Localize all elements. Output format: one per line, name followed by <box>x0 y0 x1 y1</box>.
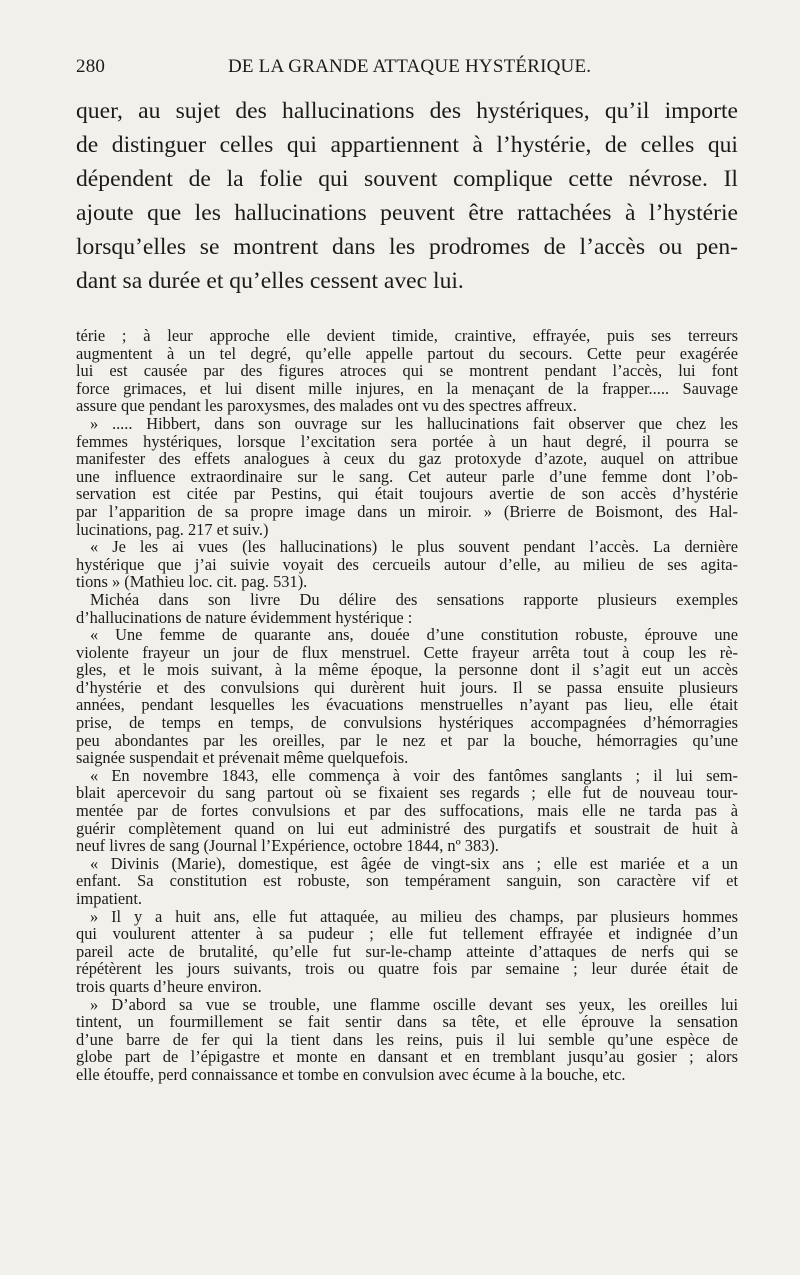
lower-text-line: » ..... Hibbert, dans son ouvrage sur les hallucinations fait observer que chez les <box>90 413 738 433</box>
lower-text-line: une influence extraordinaire sur le sang. Cet auteur parle d’une femme dont l’ob- <box>76 466 738 486</box>
lower-text-line: lucinations, pag. 217 et suiv.) <box>76 519 269 539</box>
lower-text-line: » Il y a huit ans, elle fut attaquée, au milieu des champs, par plusieurs hommes <box>90 906 738 926</box>
lower-text-line: manifester des effets analogues à ceux du gaz protoxyde d’azote, auquel on attribue <box>76 449 738 469</box>
lower-text-line: elle étouffe, perd connaissance et tombe en convulsion avec écume à la bouche, etc. <box>76 1064 626 1084</box>
lower-text-line: violente frayeur un jour de flux menstruel. Cette frayeur arrêta tout à coup les rè- <box>76 642 738 662</box>
lower-text-line: qui voulurent attenter à sa pudeur ; elle fut tellement effrayée et indignée d’un <box>76 924 738 944</box>
lower-text-line: blait apercevoir du sang partout où se fixaient ses regards ; elle fut de nouveau tour- <box>76 783 738 803</box>
lower-text-line: « En novembre 1843, elle commença à voir des fantômes sanglants ; il lui sem- <box>90 765 738 785</box>
lower-text-line: impatient. <box>76 889 143 908</box>
lower-text-line: années, pendant lesquelles les évacuations menstruelles n’ayant pas lieu, elle était <box>76 695 738 715</box>
lower-text-line: gles, et le mois suivant, à la même époque, la personne dont il s’agit eut un accès <box>76 660 738 680</box>
lower-text-line: femmes hystériques, lorsque l’excitation sera portée à un haut degré, il pourra se <box>76 431 738 451</box>
page-header <box>76 56 736 84</box>
upper-text-line: ajoute que les hallucinations peuvent être rattachées à l’hystérie <box>76 200 738 226</box>
lower-text-line: lui est causée par des figures atroces qui se montrent pendant l’accès, lui font <box>76 361 738 381</box>
lower-text-line: térie ; à leur approche elle devient timide, craintive, effrayée, puis ses terreurs <box>76 326 738 345</box>
upper-text-line: dant sa durée et qu’elles cessent avec lui. <box>76 268 464 294</box>
lower-text-line: d’hallucinations de nature évidemment hystérique : <box>76 607 413 627</box>
lower-text-line: mentée par de fortes convulsions et par des suffocations, mais elle ne tarda pas à <box>76 801 738 821</box>
lower-text-line: globe part de l’épigastre et monte en dansant et en tremblant jusqu’au gosier ; alors <box>76 1047 738 1067</box>
lower-text-line: prise, de temps en temps, de convulsions hystériques accompagnées d’hémorragies <box>76 713 738 733</box>
lower-text-line: » D’abord sa vue se trouble, une flamme oscille devant ses yeux, les oreilles lui <box>90 994 738 1014</box>
lower-text-line: « Divinis (Marie), domestique, est âgée de vingt-six ans ; elle est mariée et a un <box>90 853 738 873</box>
lower-text-line: d’une barre de fer qui la tient dans les reins, puis il lui semble qu’une espèce de <box>76 1029 738 1049</box>
lower-text-line: tintent, un fourmillement se fait sentir dans sa tête, et elle éprouve la sensation <box>76 1012 738 1032</box>
lower-text-line: hystérique que j’ai suivie voyait des cercueils autour d’elle, au milieu de ses agita- <box>76 554 738 574</box>
lower-quotation-block <box>76 327 738 1084</box>
lower-text-line: pareil acte de brutalité, qu’elle fut sur-le-champ atteinte d’attaques de nerfs qui se <box>76 941 738 961</box>
lower-text-line: servation est citée par Pestins, qui était toujours avertie de son accès d’hystérie <box>76 484 738 504</box>
lower-text-line: Michéa dans son livre Du délire des sensations rapporte plusieurs exemples <box>90 589 738 609</box>
upper-text-line: de distinguer celles qui appartiennent à l’hystérie, de celles qui <box>76 132 738 158</box>
lower-text-line: assure que pendant les paroxysmes, des malades ont vu des spectres affreux. <box>76 396 577 416</box>
lower-text-line: par l’apparition de sa propre image dans un miroir. » (Brierre de Boismont, des Hal- <box>76 501 738 521</box>
page-number: 280 <box>76 56 106 77</box>
lower-text-line: « Je les ai vues (les hallucinations) le plus souvent pendant l’accès. La dernière <box>90 537 738 557</box>
lower-text-line: d’hystérie et des convulsions qui durèrent huit jours. Il se passa ensuite plusieurs <box>76 677 738 697</box>
lower-text-line: peu abondantes par les oreilles, par le nez et par la bouche, hémorragies qu’une <box>76 730 738 750</box>
lower-text-line: enfant. Sa constitution est robuste, son tempérament sanguin, son caractère vif et <box>76 871 738 891</box>
lower-text-line: force grimaces, et lui disent mille injures, en la menaçant de la frapper..... Sauvage <box>76 378 738 398</box>
lower-text-line: neuf livres de sang (Journal l’Expérience, octobre 1844, nº 383). <box>76 836 499 856</box>
upper-text-line: quer, au sujet des hallucinations des hystériques, qu’il importe <box>76 98 738 124</box>
lower-text-line: guérir complètement quand on lui eut administré des purgatifs et soustrait de huit à <box>76 818 738 838</box>
running-title: DE LA GRANDE ATTAQUE HYSTÉRIQUE. <box>228 56 592 77</box>
lower-text-line: trois quarts d’heure environ. <box>76 976 262 996</box>
lower-text-line: « Une femme de quarante ans, douée d’une constitution robuste, éprouve une <box>90 625 738 645</box>
lower-text-line: répétèrent les jours suivants, trois ou quatre fois par semaine ; leur durée était de <box>76 959 738 979</box>
upper-text-line: lorsqu’elles se montrent dans les prodromes de l’accès ou pen- <box>76 234 738 260</box>
lower-text-line: saignée suspendait et prévenait même quelquefois. <box>76 748 409 768</box>
upper-text-line: dépendent de la folie qui souvent complique cette névrose. Il <box>76 166 738 192</box>
lower-text-line: augmentent à un tel degré, qu’elle appelle partout du secours. Cette peur exagérée <box>76 343 738 363</box>
upper-paragraph <box>76 94 738 298</box>
lower-text-line: tions » (Mathieu loc. cit. pag. 531). <box>76 572 308 592</box>
